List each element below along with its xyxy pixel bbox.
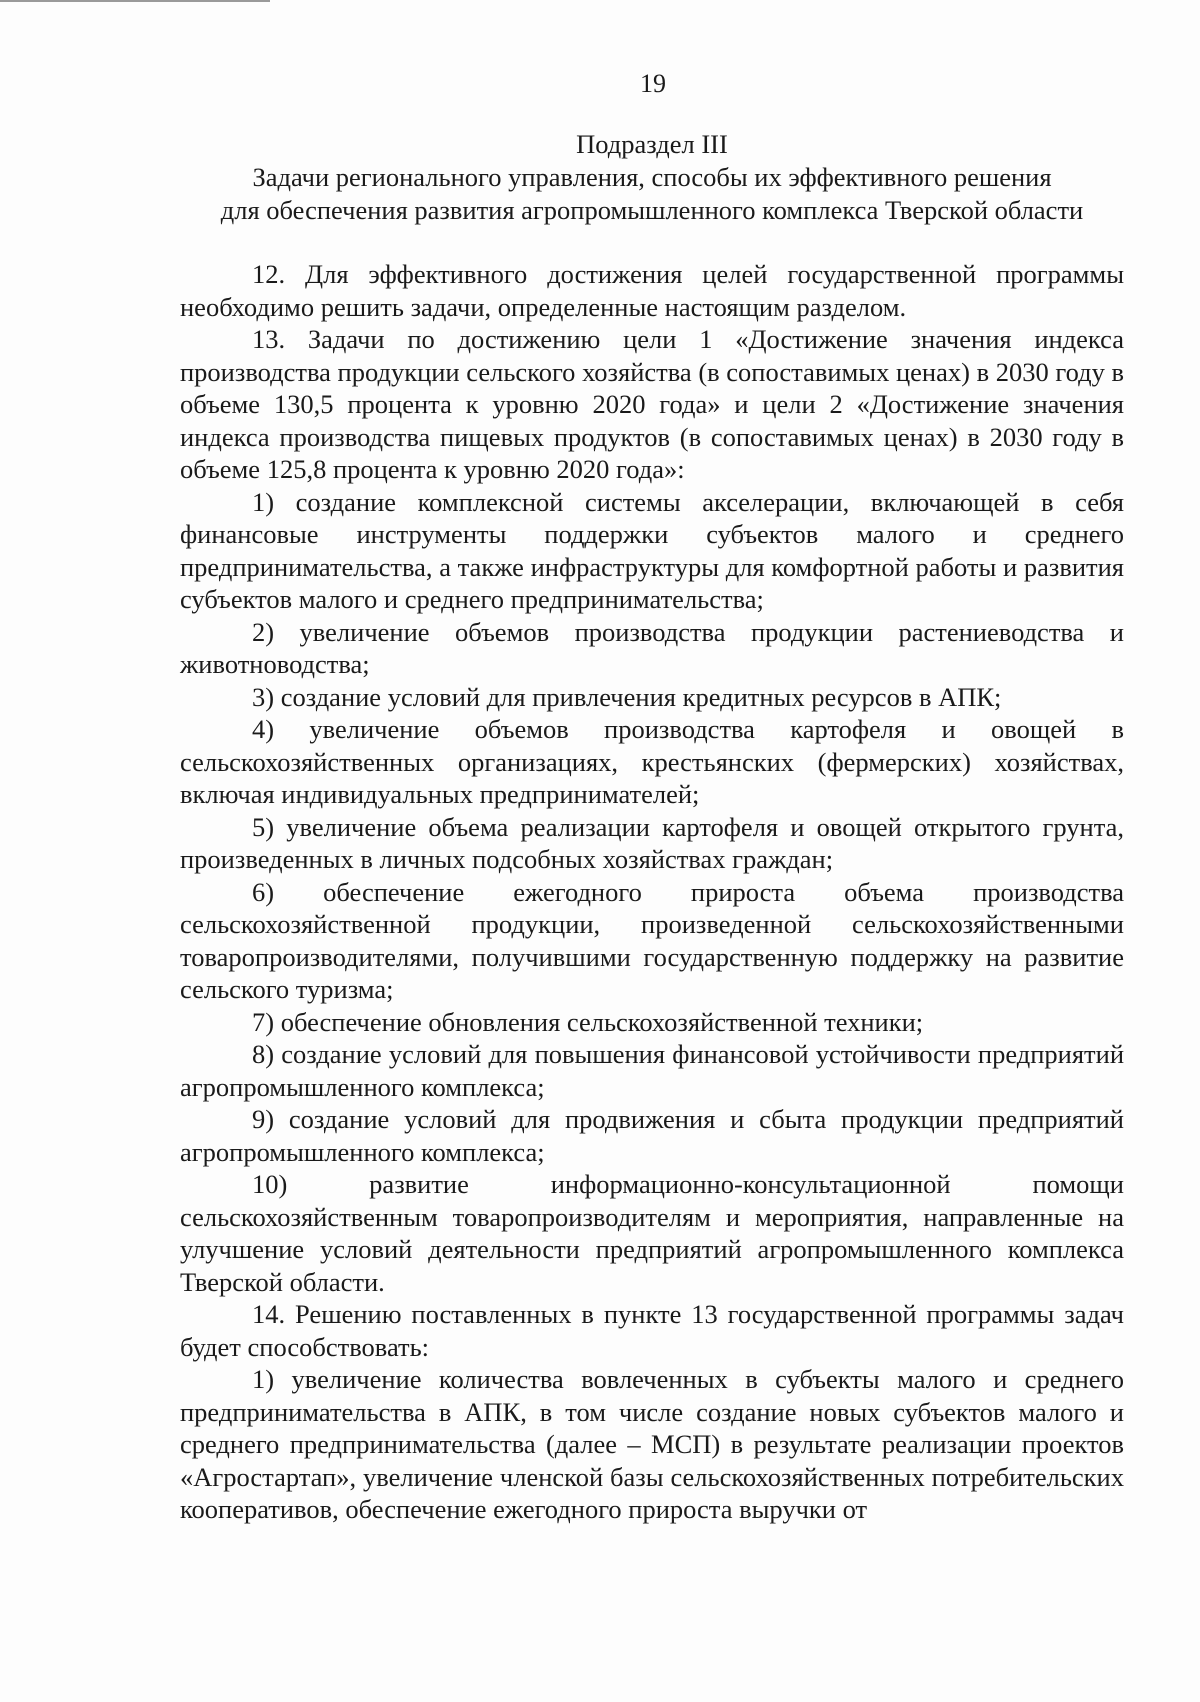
section-title-line-1: Задачи регионального управления, способы их эффективного решения	[252, 162, 1052, 192]
task-item-8: 8) создание условий для повышения финансовой устойчивости предприятий агропромышленного комплекса;	[180, 1039, 1124, 1102]
task-item-3: 3) создание условий для привлечения кредитных ресурсов в АПК;	[252, 681, 1002, 712]
paragraph-item-13: 13. Задачи по достижению цели 1 «Достижение значения индекса производства продукции сельского хозяйства (в сопоставимых ценах) в 2030 году в объеме 130,5 процента к уровню 2020 года» и цели 2 «Достижение значения индекса производства пищевых продуктов (в сопоставимых ценах) в 2030 году в объеме 125,8 процента к уровню 2020 года»:	[180, 324, 1124, 484]
subsection-label: Подраздел III	[576, 129, 728, 159]
page-number: 19	[640, 69, 666, 98]
task-item-2: 2) увеличение объемов производства продукции растениеводства и животноводства;	[180, 616, 1124, 679]
task-item-4: 4) увеличение объемов производства картофеля и овощей в сельскохозяйственных организациях, крестьянских (фермерских) хозяйствах, включая индивидуальных предпринимателей;	[180, 714, 1124, 809]
section-heading	[180, 128, 1124, 227]
task-item-7: 7) обеспечение обновления сельскохозяйственной техники;	[252, 1006, 924, 1037]
measure-item-1: 1) увеличение количества вовлеченных в субъекты малого и среднего предпринимательства в АПК, в том числе создание новых субъектов малого и среднего предпринимательства (далее – МСП) в результате реализации проектов «Агростартап», увеличение членской базы сельскохозяйственных потребительских кооперативов, обеспечение ежегодного прироста выручки от	[180, 1364, 1124, 1524]
paragraph-item-14: 14. Решению поставленных в пункте 13 государственной программы задач будет способствовать:	[180, 1299, 1124, 1362]
task-item-10: 10) развитие информационно-консультационной помощи сельскохозяйственным товаропроизводителям и мероприятия, направленные на улучшение условий деятельности предприятий агропромышленного комплекса Тверской области.	[180, 1169, 1124, 1297]
document-body	[180, 258, 1124, 1526]
section-title-line-2: для обеспечения развития агропромышленного комплекса Тверской области	[220, 195, 1084, 225]
paragraph-item-12: 12. Для эффективного достижения целей государственной программы необходимо решить задачи, определенные настоящим разделом.	[180, 259, 1124, 322]
task-item-9: 9) создание условий для продвижения и сбыта продукции предприятий агропромышленного комплекса;	[180, 1104, 1124, 1167]
task-item-1: 1) создание комплексной системы акселерации, включающей в себя финансовые инструменты поддержки субъектов малого и среднего предпринимательства, а также инфраструктуры для комфортной работы и развития субъектов малого и среднего предпринимательства;	[180, 486, 1124, 614]
task-item-5: 5) увеличение объема реализации картофеля и овощей открытого грунта, произведенных в личных подсобных хозяйствах граждан;	[180, 811, 1124, 874]
task-item-6: 6) обеспечение ежегодного прироста объема производства сельскохозяйственной продукции, произведенной сельскохозяйственными товаропроизводителями, получившими государственную поддержку на развитие сельского туризма;	[180, 876, 1124, 1004]
scan-edge-line	[0, 0, 270, 2]
